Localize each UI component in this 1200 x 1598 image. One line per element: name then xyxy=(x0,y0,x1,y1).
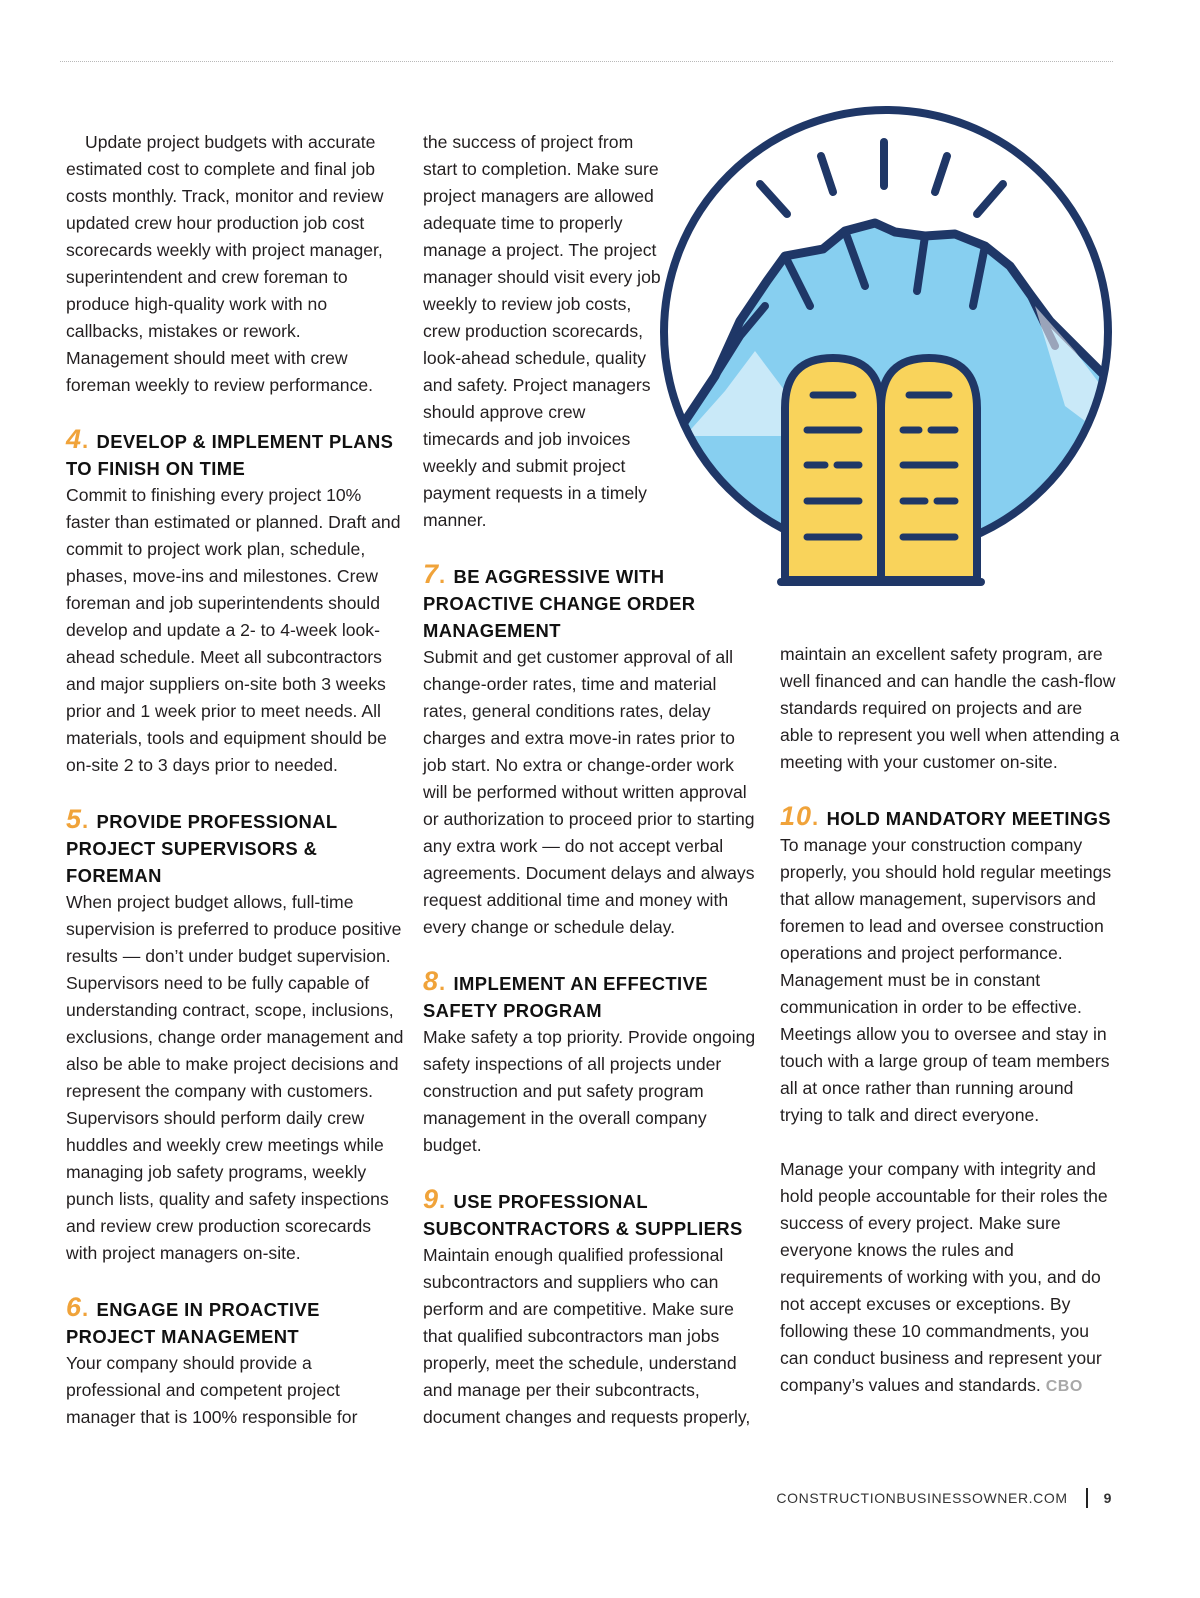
section-6 xyxy=(66,1294,404,1431)
section-number: 5 xyxy=(66,804,83,834)
footer-website: CONSTRUCTIONBUSINESSOWNER.COM xyxy=(776,1490,1068,1506)
section-10 xyxy=(780,803,1120,1129)
section-5 xyxy=(66,806,404,1267)
section-number: 9 xyxy=(423,1184,440,1214)
section-number: 6 xyxy=(66,1292,83,1322)
section-9 xyxy=(423,1186,763,1431)
section-9-heading: 9. USE PROFESSIONAL SUBCONTRACTORS & SUPPLIERS xyxy=(423,1184,743,1239)
closing-paragraph xyxy=(780,1156,1120,1400)
closing-text: Manage your company with integrity and hold people accountable for their roles the success of every project. Make sure everyone knows the rules and requirements of working with you, and do not accept excuses or exceptions. By following these 10 commandments, you can conduct business and represent your company’s values and standards. xyxy=(780,1159,1108,1395)
column-1 xyxy=(66,129,404,1431)
section-7 xyxy=(423,561,763,941)
section-title: PROVIDE PROFESSIONAL PROJECT SUPERVISORS & FOREMAN xyxy=(66,811,338,886)
continued-paragraph: the success of project from start to completion. Make sure project managers are allowed adequate time to properly manage a project. The project manager should visit every job weekly to review job costs, crew production scorecards, look-ahead schedule, quality and safety. Project managers should approve crew timecards and job invoices weekly and submit project payment requests in a timely manner. xyxy=(423,132,661,530)
section-number: 8 xyxy=(423,966,440,996)
intro-paragraph: Update project budgets with accurate estimated cost to complete and final job costs monthly. Track, monitor and review updated crew hour production job cost scorecards weekly with project manager, superintendent and crew foreman to produce high-quality work with no callbacks, mistakes or rework. Management should meet with crew foreman weekly to review performance. xyxy=(66,132,384,395)
section-title: IMPLEMENT AN EFFECTIVE SAFETY PROGRAM xyxy=(423,973,708,1021)
page-number: 9 xyxy=(1103,1490,1112,1506)
top-divider xyxy=(60,61,1113,62)
section-title: DEVELOP & IMPLEMENT PLANS TO FINISH ON TIME xyxy=(66,431,394,479)
section-7-body: Submit and get customer approval of all change-order rates, time and material rates, general conditions rates, delay charges and extra move-in rates prior to job start. No extra or change-order work will be performed without written approval or authorization to proceed prior to starting any extra work — do not accept verbal agreements. Document delays and always request additional time and money with every change or schedule delay. xyxy=(423,647,755,937)
section-10-heading: 10. HOLD MANDATORY MEETINGS xyxy=(780,801,1111,831)
commandments-illustration xyxy=(655,106,1117,590)
section-title: USE PROFESSIONAL SUBCONTRACTORS & SUPPLIERS xyxy=(423,1191,743,1239)
section-10-body: To manage your construction company properly, you should hold regular meetings that allow management, supervisors and foremen to lead and oversee construction operations and project performance. Management must be in constant communication in order to be effective. Meetings allow you to oversee and stay in touch with a large group of team members all at once rather than running around trying to talk and direct everyone. xyxy=(780,835,1112,1125)
page-footer xyxy=(776,1488,1112,1508)
section-title: BE AGGRESSIVE WITH PROACTIVE CHANGE ORDER MANAGEMENT xyxy=(423,566,696,641)
section-8 xyxy=(423,968,763,1159)
section-9-body: Maintain enough qualified professional subcontractors and suppliers who can perform and are competitive. Make sure that qualified subcontractors man jobs properly, meet the schedule, understand and manage per their subcontracts, document changes and requests properly, xyxy=(423,1245,751,1427)
section-6-heading: 6. ENGAGE IN PROACTIVE PROJECT MANAGEMENT xyxy=(66,1292,320,1347)
section-4-body: Commit to finishing every project 10% faster than estimated or planned. Draft and commit to project work plan, schedule, phases, move-ins and milestones. Crew foreman and job superintendents should develop and update a 2- to 4-week look-ahead schedule. Meet all subcontractors and major suppliers on-site both 3 weeks prior and 1 week prior to meet needs. All materials, tools and equipment should be on-site 2 to 3 days prior to needed. xyxy=(66,485,401,775)
cbo-signoff: CBO xyxy=(1045,1378,1083,1395)
section-title: HOLD MANDATORY MEETINGS xyxy=(826,808,1111,829)
section-number: 10 xyxy=(780,801,813,831)
section-6-body: Your company should provide a professional and competent project manager that is 100% responsible for xyxy=(66,1353,358,1427)
section-title: ENGAGE IN PROACTIVE PROJECT MANAGEMENT xyxy=(66,1299,320,1347)
continued-paragraph: maintain an excellent safety program, are well financed and can handle the cash-flow standards required on projects and are able to represent you well when attending a meeting with your customer on-site. xyxy=(780,644,1120,772)
column-3 xyxy=(780,641,1120,1400)
section-4 xyxy=(66,426,404,779)
light-rays-icon xyxy=(760,142,1003,214)
section-number: 7 xyxy=(423,559,440,589)
section-8-body: Make safety a top priority. Provide ongoing safety inspections of all projects under construction and put safety program management in the overall company budget. xyxy=(423,1027,756,1155)
section-7-heading: 7. BE AGGRESSIVE WITH PROACTIVE CHANGE ORDER MANAGEMENT xyxy=(423,559,696,641)
section-5-heading: 5. PROVIDE PROFESSIONAL PROJECT SUPERVISORS & FOREMAN xyxy=(66,804,338,886)
tablets-icon xyxy=(781,358,981,582)
footer-divider xyxy=(1086,1488,1088,1508)
section-5-body: When project budget allows, full-time supervision is preferred to produce positive results — don’t under budget supervision. Supervisors need to be fully capable of understanding contract, scope, inclusions, exclusions, change order management and also be able to make project decisions and represent the company with customers. Supervisors should perform daily crew huddles and weekly crew meetings while managing job safety programs, weekly punch lists, quality and safety inspections and review crew production scorecards with project managers on-site. xyxy=(66,892,404,1263)
section-4-heading: 4. DEVELOP & IMPLEMENT PLANS TO FINISH ON TIME xyxy=(66,424,394,479)
section-number: 4 xyxy=(66,424,83,454)
section-8-heading: 8. IMPLEMENT AN EFFECTIVE SAFETY PROGRAM xyxy=(423,966,708,1021)
